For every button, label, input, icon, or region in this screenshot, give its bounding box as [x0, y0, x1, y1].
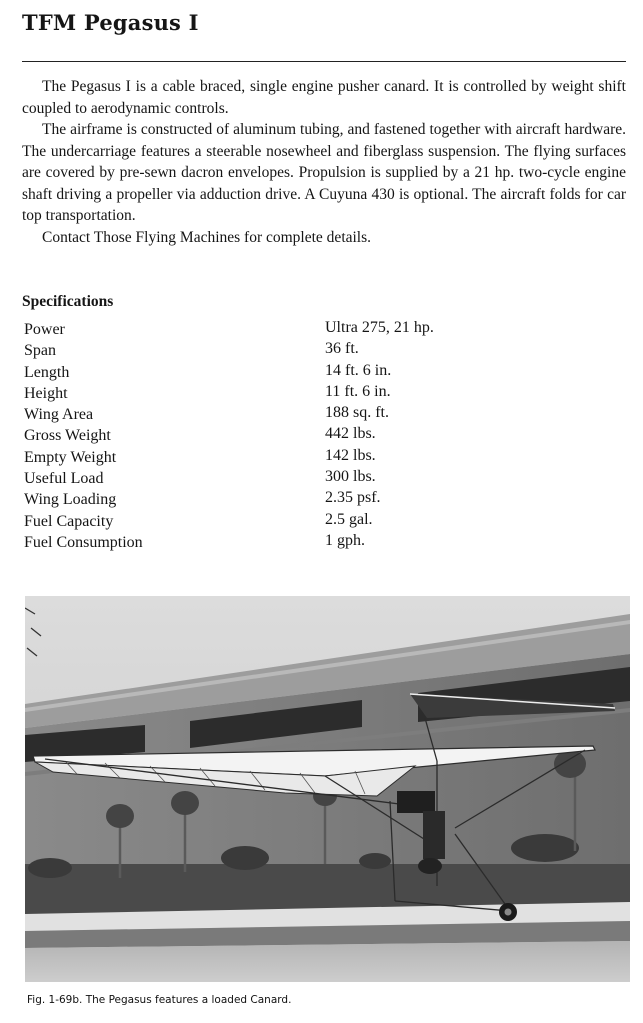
spec-row-span [24, 340, 584, 361]
spec-label: Gross Weight [24, 427, 111, 445]
spec-label: Wing Area [24, 406, 94, 424]
spec-row-useful-load [24, 468, 584, 489]
paragraph-airframe: The airframe is constructed of aluminum tubing, and fastened together with aircraft hardware. The undercarriage features a steerable nosewheel and fiberglass suspension. The flying surfaces are covered by pre-sewn dacron envelopes. Propulsion is supplied by a 21 hp. two-cycle engine shaft driving a propeller via adduction drive. A Cuyuna 430 is optional. The aircraft folds for car top transportation. [22, 121, 626, 224]
page-title: TFM Pegasus I [22, 10, 199, 35]
spec-value: 142 lbs. [325, 446, 376, 464]
spec-label: Useful Load [24, 470, 104, 488]
spec-value: 14 ft. 6 in. [325, 361, 392, 379]
specs-heading: Specifications [22, 293, 114, 310]
spec-row-empty-weight [24, 447, 584, 468]
spec-row-power [24, 319, 584, 340]
spec-value: 2.5 gal. [325, 510, 373, 528]
spec-label: Power [24, 321, 65, 338]
spec-row-wing-loading [24, 489, 584, 510]
spec-value: 1 gph. [325, 531, 365, 549]
paragraph-contact: Contact Those Flying Machines for complete details. [42, 228, 372, 246]
spec-value: 188 sq. ft. [325, 404, 389, 422]
spec-row-length [24, 362, 584, 383]
spec-label: Fuel Capacity [24, 512, 114, 530]
spec-label: Height [24, 384, 68, 402]
spec-label: Span [24, 342, 56, 360]
spec-value: 442 lbs. [325, 425, 376, 443]
aircraft-photo [25, 596, 630, 982]
spec-row-fuel-consumption [24, 532, 584, 553]
spec-row-wing-area [24, 404, 584, 425]
title-divider [22, 61, 626, 62]
spec-label: Wing Loading [24, 491, 117, 509]
spec-row-height [24, 383, 584, 404]
spec-row-fuel-capacity [24, 511, 584, 532]
spec-label: Empty Weight [24, 448, 117, 466]
spec-label: Length [24, 363, 70, 381]
spec-row-gross-weight [24, 425, 584, 446]
figure-caption: Fig. 1-69b. The Pegasus features a loaded Canard. [27, 994, 292, 1006]
spec-value: 2.35 psf. [325, 489, 381, 507]
specs-table [24, 319, 584, 553]
paragraph-intro: The Pegasus I is a cable braced, single engine pusher canard. It is controlled by weight shift coupled to aerodynamic controls. [22, 78, 626, 117]
spec-value: Ultra 275, 21 hp. [325, 319, 434, 336]
description-text [22, 76, 626, 248]
spec-value: 36 ft. [325, 340, 359, 358]
spec-label: Fuel Consumption [24, 533, 143, 551]
spec-value: 11 ft. 6 in. [325, 382, 391, 400]
spec-value: 300 lbs. [325, 468, 376, 486]
